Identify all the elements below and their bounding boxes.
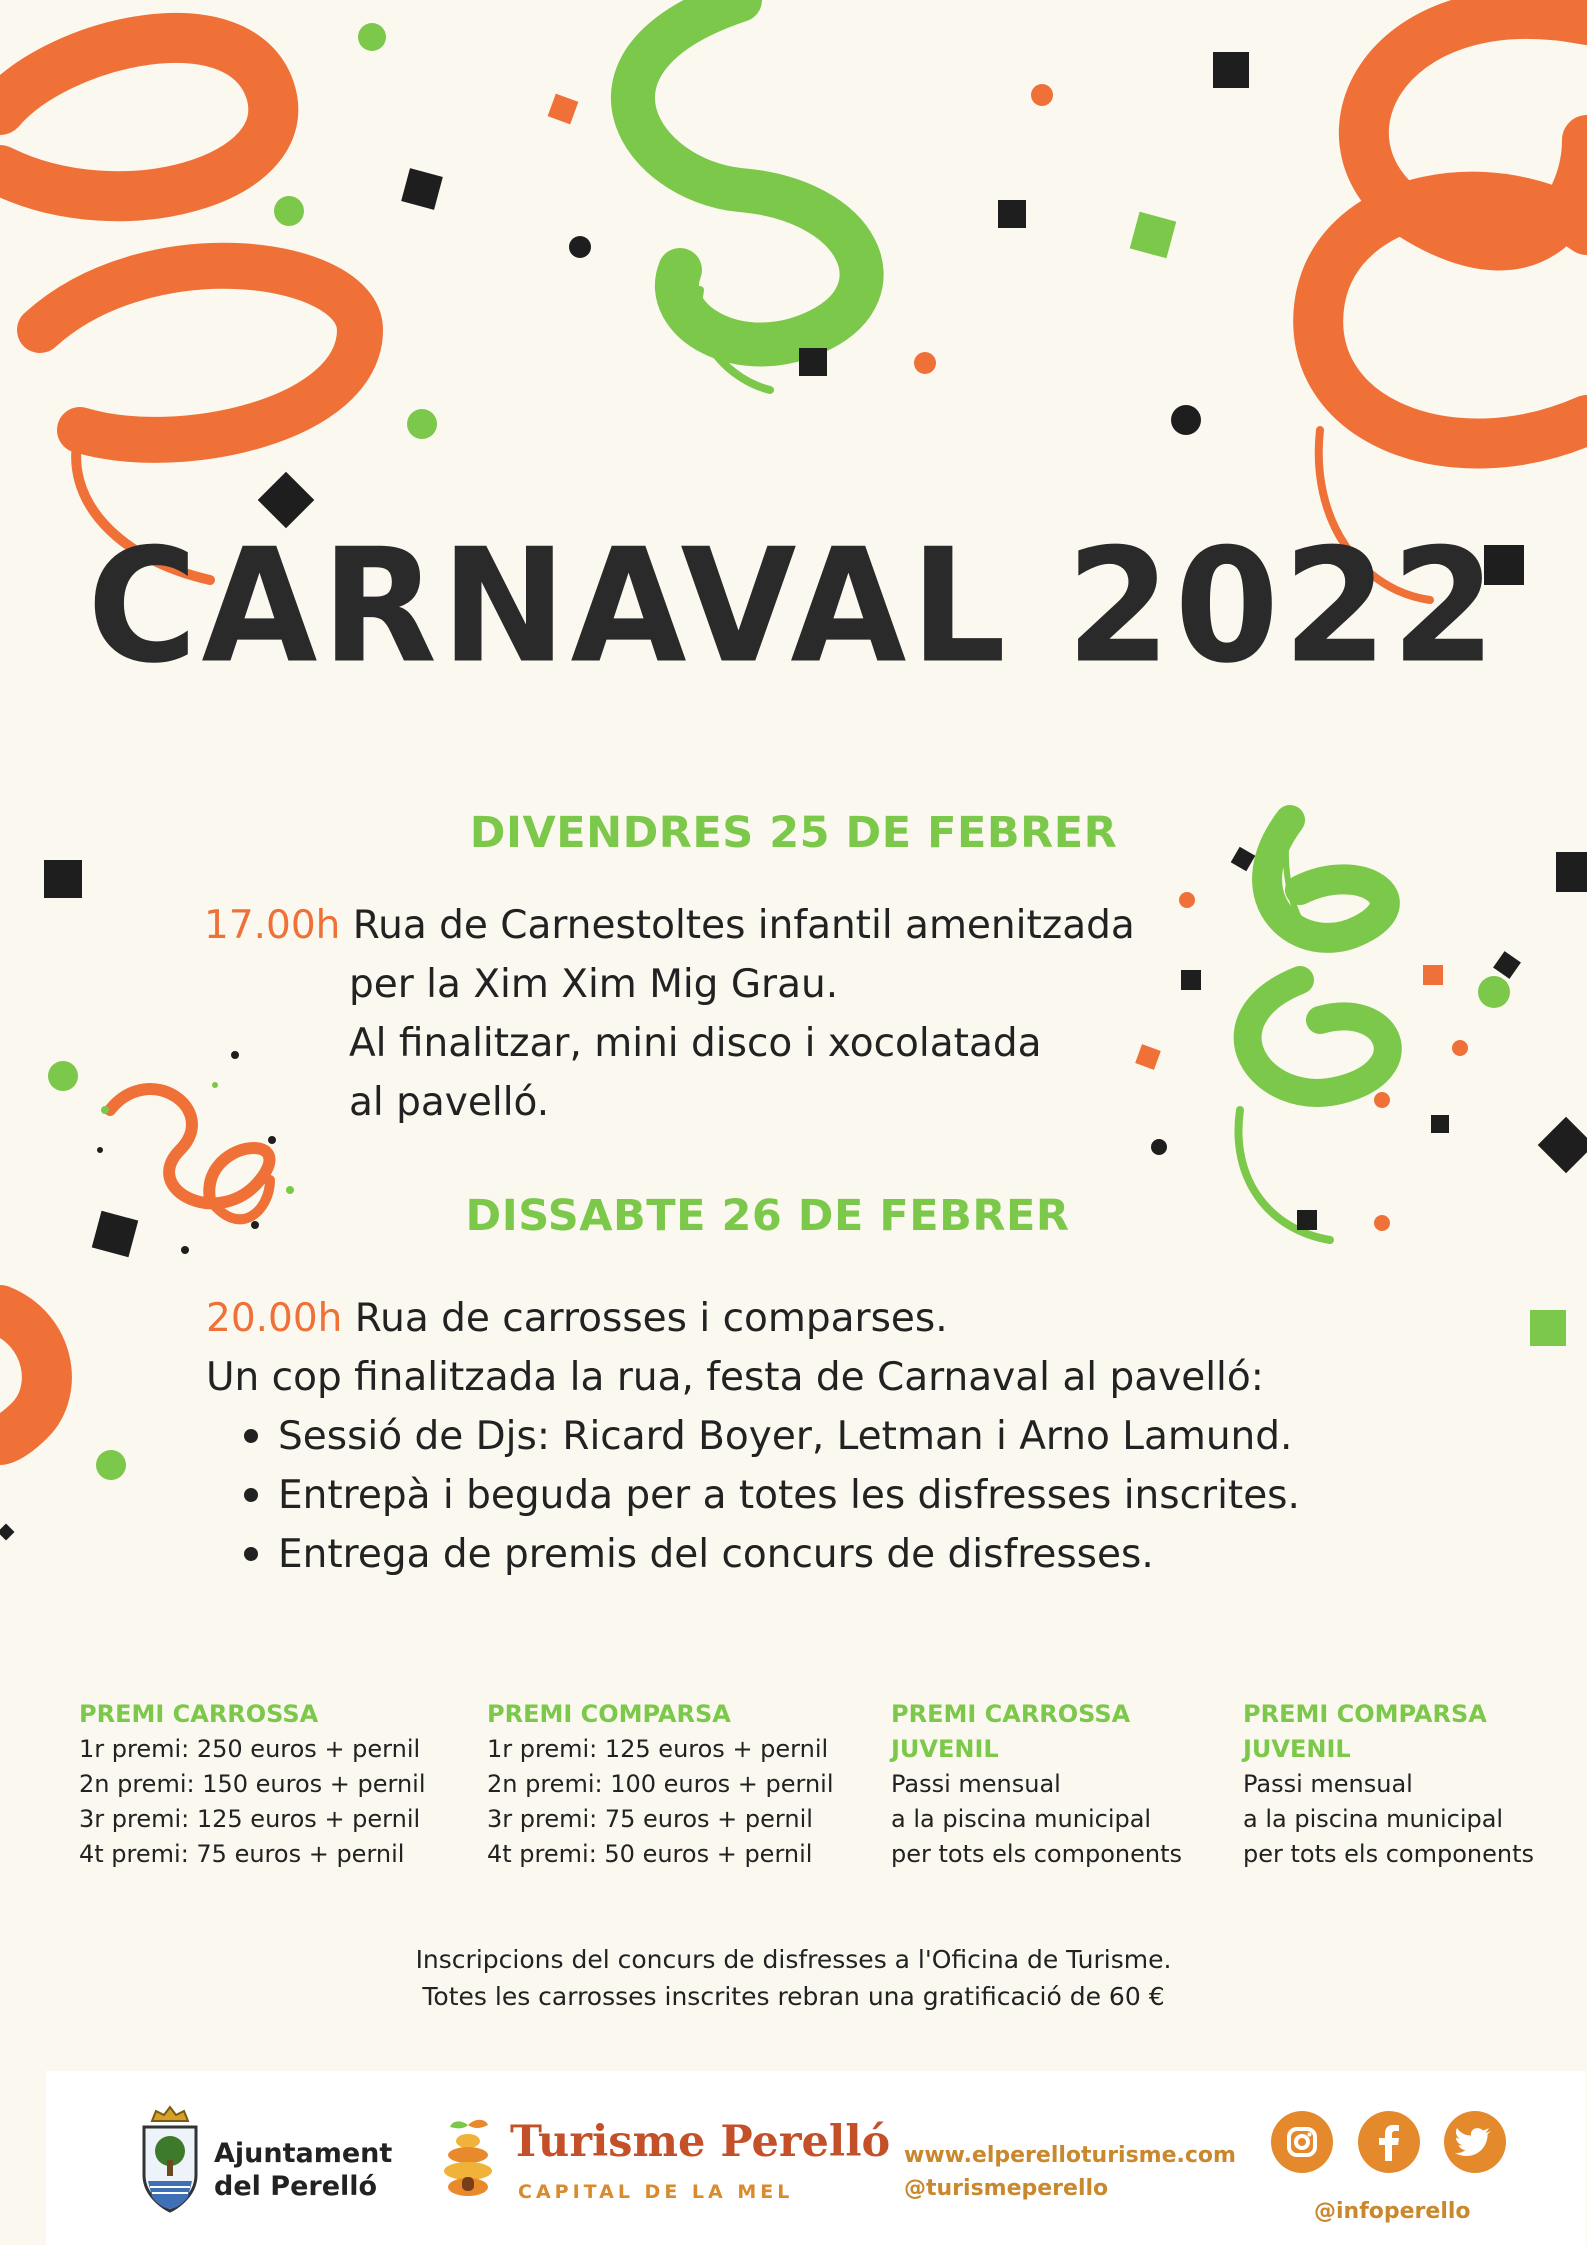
saturday-line: Un cop finalitzada la rua, festa de Carnaval al pavelló: <box>206 1355 1264 1400</box>
turisme-tagline: CAPITAL DE LA MEL <box>518 2181 794 2203</box>
friday-line: Al finalitzar, mini disco i xocolatada <box>349 1021 1042 1066</box>
friday-time: 17.00h <box>204 903 341 948</box>
prize-line: per tots els components <box>891 1840 1182 1868</box>
bullet-icon <box>244 1547 258 1561</box>
instagram-icon[interactable] <box>1271 2111 1333 2173</box>
note-line: Totes les carrosses inscrites rebran una gratificació de 60 € <box>422 1982 1165 2011</box>
turisme-name: Turisme Perelló <box>510 2117 891 2167</box>
prize-title: PREMI CARROSSA <box>79 1700 319 1728</box>
ajuntament-line: del Perelló <box>214 2171 378 2202</box>
friday-program <box>204 896 1204 1132</box>
saturday-program <box>206 1289 1506 1584</box>
prize-line: 1r premi: 125 euros + pernil <box>487 1735 829 1763</box>
footer <box>46 2071 1586 2245</box>
prize-comparsa <box>487 1697 847 1872</box>
friday-line: per la Xim Xim Mig Grau. <box>349 962 839 1007</box>
list-item <box>240 1525 1506 1584</box>
friday-heading: DIVENDRES 25 DE FEBRER <box>469 808 1118 858</box>
prize-line: 4t premi: 75 euros + pernil <box>79 1840 405 1868</box>
prize-comparsa-juvenil <box>1243 1697 1573 1872</box>
saturday-time: 20.00h <box>206 1296 343 1341</box>
list-item <box>240 1466 1506 1525</box>
tourism-handle[interactable]: @turismeperello <box>904 2176 1109 2201</box>
coat-of-arms-icon <box>138 2105 202 2215</box>
bullet-icon <box>244 1488 258 1502</box>
prize-line: 3r premi: 75 euros + pernil <box>487 1805 813 1833</box>
twitter-icon[interactable] <box>1444 2111 1506 2173</box>
bullet-text: Entrega de premis del concurs de disfresses. <box>278 1532 1154 1577</box>
prize-carrossa-juvenil <box>891 1697 1221 1872</box>
note-line: Inscripcions del concurs de disfresses a l'Oficina de Turisme. <box>415 1945 1172 1974</box>
ajuntament-name <box>214 2137 392 2203</box>
prize-title: PREMI COMPARSA <box>487 1700 731 1728</box>
prize-title: JUVENIL <box>891 1735 999 1763</box>
prize-line: a la piscina municipal <box>1243 1805 1504 1833</box>
bullet-text: Entrepà i beguda per a totes les disfresses inscrites. <box>278 1473 1300 1518</box>
saturday-bullet-list <box>206 1407 1506 1584</box>
prize-line: Passi mensual <box>1243 1770 1413 1798</box>
saturday-heading: DISSABTE 26 DE FEBRER <box>465 1191 1070 1241</box>
info-handle[interactable]: @infoperello <box>1314 2199 1471 2224</box>
prize-title: PREMI CARROSSA <box>891 1700 1131 1728</box>
prize-line: 1r premi: 250 euros + pernil <box>79 1735 421 1763</box>
prize-title: PREMI COMPARSA <box>1243 1700 1487 1728</box>
prize-line: 2n premi: 100 euros + pernil <box>487 1770 834 1798</box>
bullet-text: Sessió de Djs: Ricard Boyer, Letman i Arno Lamund. <box>278 1414 1293 1459</box>
facebook-icon[interactable] <box>1358 2111 1420 2173</box>
friday-line: al pavelló. <box>349 1080 550 1125</box>
list-item <box>240 1407 1506 1466</box>
bullet-icon <box>244 1429 258 1443</box>
beehive-logo-icon <box>438 2117 498 2207</box>
page-title: CARNAVAL 2022 <box>87 515 1500 699</box>
saturday-line: Rua de carrosses i comparses. <box>354 1296 948 1341</box>
prize-line: a la piscina municipal <box>891 1805 1152 1833</box>
website-link[interactable]: www.elperelloturisme.com <box>904 2143 1236 2168</box>
friday-line: Rua de Carnestoltes infantil amenitzada <box>352 903 1135 948</box>
prize-line: Passi mensual <box>891 1770 1061 1798</box>
prize-line: 3r premi: 125 euros + pernil <box>79 1805 421 1833</box>
prize-line: 4t premi: 50 euros + pernil <box>487 1840 813 1868</box>
prize-line: per tots els components <box>1243 1840 1534 1868</box>
prize-line: 2n premi: 150 euros + pernil <box>79 1770 426 1798</box>
ajuntament-line: Ajuntament <box>214 2138 393 2169</box>
prize-carrossa <box>79 1697 439 1872</box>
registration-note <box>0 1941 1587 2015</box>
prize-title: JUVENIL <box>1243 1735 1351 1763</box>
